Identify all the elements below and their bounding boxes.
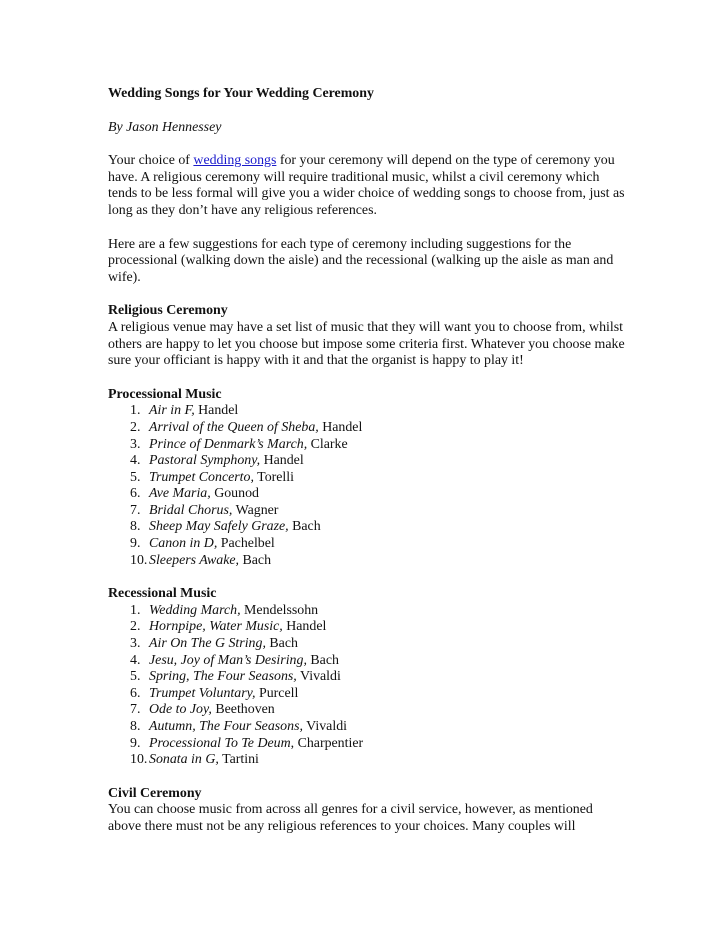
religious-ceremony-text: A religious venue may have a set list of music that they will want you to choose from, whilst others are happy to let you choose but impose some criteria first. Whatever you choose make sure your officiant is happy with it and that the organist is happy to play it! xyxy=(108,319,625,369)
list-item xyxy=(108,686,628,703)
list-number: 9. xyxy=(130,735,141,751)
song-title: Canon in D, xyxy=(149,536,218,552)
composer-name: Tartini xyxy=(218,752,259,768)
intro-text-after-link: for your ceremony will depend on the type of ceremony you have. A religious ceremony will require traditional music, whilst a civil ceremony which tends to be less formal will give you a wider choice of wedding songs to choose from, just as long as they don’t have any religious references. xyxy=(108,153,625,218)
composer-name: Pachelbel xyxy=(217,536,275,552)
list-number: 1. xyxy=(130,602,141,618)
list-item xyxy=(108,420,628,437)
document-page xyxy=(108,86,628,836)
civil-ceremony-text: You can choose music from across all genres for a civil service, however, as mentioned above there must not be any religious references to your choices. Many couples will xyxy=(108,802,593,834)
song-title: Wedding March, xyxy=(149,602,241,618)
list-item xyxy=(108,619,628,636)
list-item xyxy=(108,719,628,736)
composer-name: Wagner xyxy=(232,502,279,518)
composer-name: Clarke xyxy=(307,436,348,452)
list-item xyxy=(108,653,628,670)
song-title: Pastoral Symphony, xyxy=(149,453,261,469)
list-item xyxy=(108,636,628,653)
song-title: Prince of Denmark’s March, xyxy=(149,436,308,452)
composer-name: Bach xyxy=(306,652,339,668)
composer-name: Gounod xyxy=(210,486,259,502)
song-title: Sheep May Safely Graze, xyxy=(149,519,289,535)
list-number: 7. xyxy=(130,502,141,518)
intro-paragraph xyxy=(108,153,628,219)
list-number: 4. xyxy=(130,652,141,668)
list-number: 2. xyxy=(130,619,141,635)
song-title: Trumpet Voluntary, xyxy=(149,685,256,701)
list-number: 1. xyxy=(130,403,141,419)
list-item xyxy=(108,519,628,536)
composer-name: Vivaldi xyxy=(296,669,341,685)
song-title: Air in F, xyxy=(149,403,195,419)
list-number: 6. xyxy=(130,486,141,502)
composer-name: Bach xyxy=(288,519,321,535)
composer-name: , Charpentier xyxy=(290,735,364,751)
civil-ceremony-heading: Civil Ceremony xyxy=(108,785,202,801)
composer-name: Handel xyxy=(194,403,239,419)
list-number: 4. xyxy=(130,453,141,469)
composer-name: Bach xyxy=(239,552,272,568)
document-title: Wedding Songs for Your Wedding Ceremony xyxy=(108,86,374,101)
recessional-music-heading: Recessional Music xyxy=(108,586,217,602)
list-number: 3. xyxy=(130,436,141,452)
song-title: Bridal Chorus, xyxy=(149,502,233,518)
list-number: 10. xyxy=(130,752,148,768)
list-item xyxy=(108,437,628,454)
list-item xyxy=(108,752,628,769)
list-item xyxy=(108,403,628,420)
religious-ceremony-heading: Religious Ceremony xyxy=(108,303,228,319)
song-title: Autumn, The Four Seasons, xyxy=(149,719,303,734)
list-item xyxy=(108,702,628,719)
list-number: 2. xyxy=(130,419,141,435)
list-number: 5. xyxy=(130,669,141,685)
list-number: 8. xyxy=(130,519,141,535)
song-title: Sleepers Awake, xyxy=(149,552,240,568)
composer-name: Torelli xyxy=(253,469,295,485)
composer-name: Bach xyxy=(265,636,298,652)
list-number: 3. xyxy=(130,636,141,652)
wedding-songs-link[interactable]: wedding songs xyxy=(193,153,277,169)
recessional-music-list xyxy=(108,603,628,769)
song-title: Arrival of the Queen of Sheba, xyxy=(149,419,319,435)
list-number: 10. xyxy=(130,552,148,568)
list-number: 7. xyxy=(130,702,141,718)
suggestions-paragraph: Here are a few suggestions for each type of ceremony including suggestions for the processional (walking down the aisle) and the recessional (walking up the aisle as man and wife). xyxy=(108,236,614,285)
song-title: Hornpipe, Water Music, xyxy=(149,619,283,635)
processional-music-heading: Processional Music xyxy=(108,386,222,402)
list-number: 8. xyxy=(130,719,141,734)
composer-name: Handel xyxy=(318,419,363,435)
author-byline: By Jason Hennessey xyxy=(108,119,222,135)
list-item xyxy=(108,669,628,686)
composer-name: Handel xyxy=(260,453,304,469)
composer-name: Handel xyxy=(282,619,327,635)
song-title: Processional To Te Deum xyxy=(149,735,291,751)
list-item xyxy=(108,553,628,570)
list-number: 9. xyxy=(130,536,141,552)
list-item xyxy=(108,453,628,470)
list-item xyxy=(108,736,628,753)
list-item xyxy=(108,486,628,503)
song-title: Sonata in G, xyxy=(149,752,219,768)
song-title: Ave Maria, xyxy=(149,486,211,502)
list-item xyxy=(108,536,628,553)
song-title: Spring, The Four Seasons, xyxy=(149,669,297,685)
composer-name: Beethoven xyxy=(211,702,275,718)
song-title: Ode to Joy, xyxy=(149,702,212,718)
song-title: Air On The G String, xyxy=(149,636,266,652)
intro-text-before-link: Your choice of xyxy=(108,153,194,169)
processional-music-list xyxy=(108,403,628,569)
list-number: 6. xyxy=(130,685,141,701)
composer-name: Purcell xyxy=(255,685,299,701)
composer-name: Mendelssohn xyxy=(240,602,319,618)
song-title: Trumpet Concerto, xyxy=(149,469,254,485)
composer-name: Vivaldi xyxy=(302,719,348,734)
list-item xyxy=(108,470,628,487)
list-item xyxy=(108,503,628,520)
song-title: Jesu, Joy of Man’s Desiring, xyxy=(149,652,307,668)
list-item xyxy=(108,603,628,620)
list-number: 5. xyxy=(130,469,141,485)
